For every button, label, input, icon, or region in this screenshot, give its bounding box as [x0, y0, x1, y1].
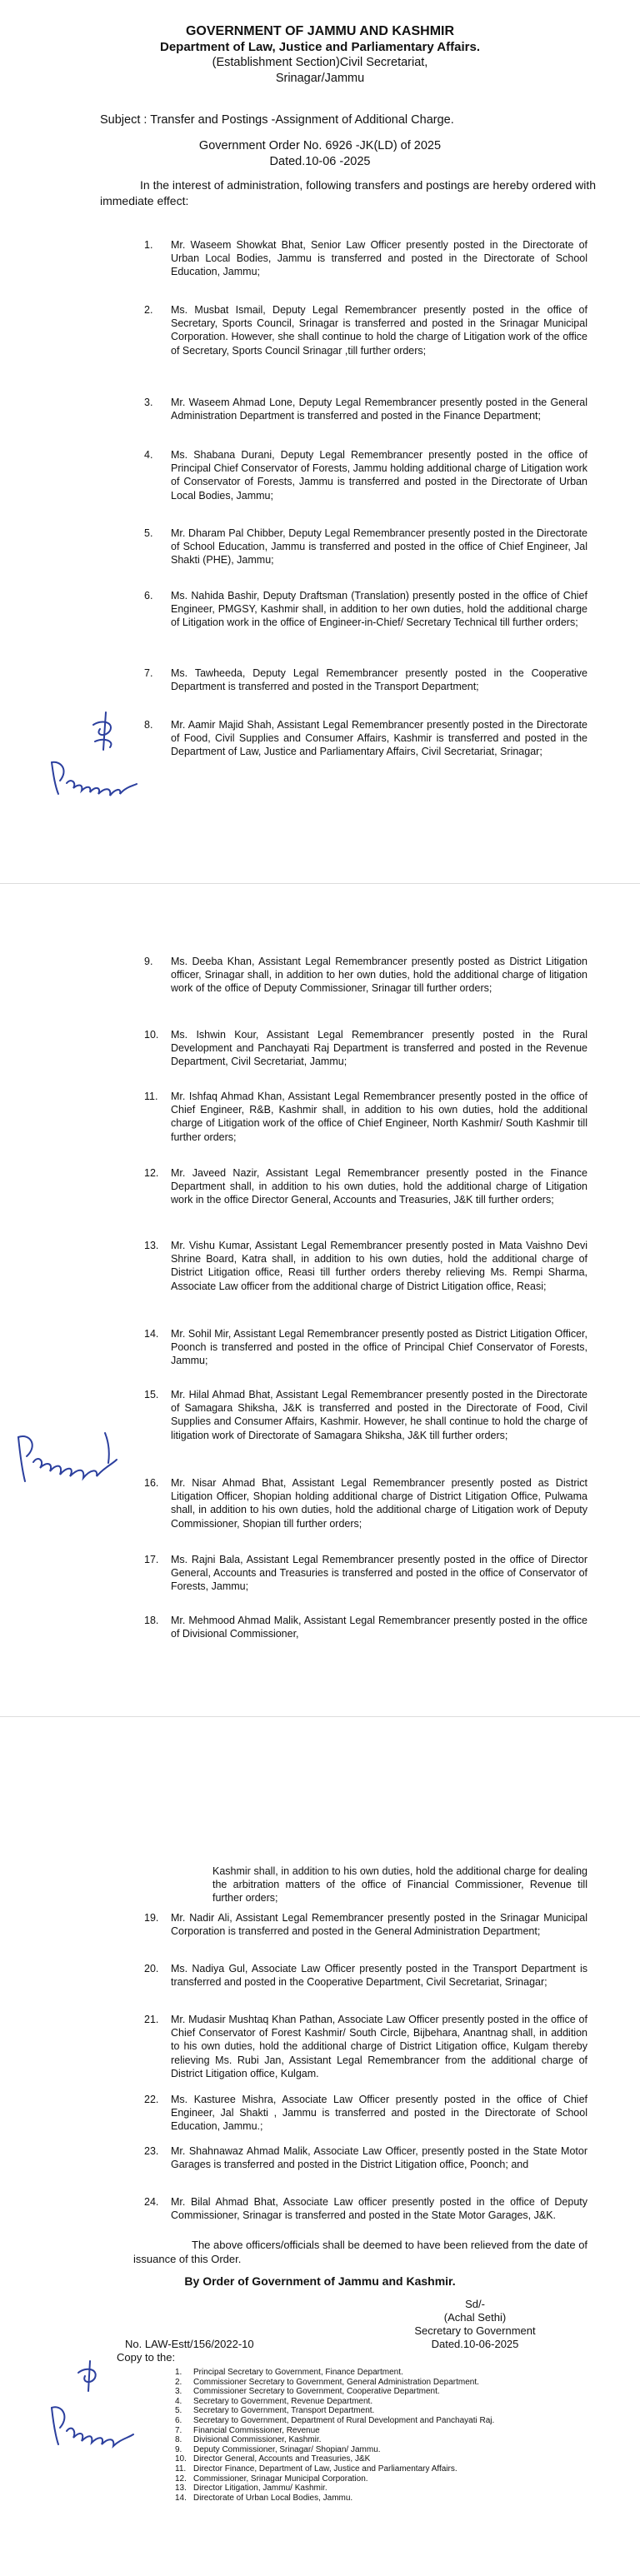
- signature-block: [392, 2298, 558, 2351]
- list-item: 19. Mr. Nadir Ali, Assistant Legal Remembrancer presently posted in the Srinagar Municipal Corporation is transferred and posted in the General Administration Department;: [144, 1912, 588, 1938]
- govt-title: GOVERNMENT OF JAMMU AND KASHMIR: [185, 24, 455, 38]
- location: Srinagar/Jammu: [275, 72, 365, 85]
- by-order-line: By Order of Government of Jammu and Kashmir.: [184, 2274, 456, 2288]
- list-item: 13. Director Litigation, Jammu/ Kashmir.: [175, 2484, 328, 2494]
- list-item: 10. Ms. Ishwin Kour, Assistant Legal Remembrancer presently posted in the Rural Development and Panchayati Raj Department is transferred and posted in the Revenue Department, Civil Secretariat, Jammu;: [144, 1029, 588, 1068]
- list-item: 10. Director General, Accounts and Treasuries, J&K: [175, 2454, 371, 2464]
- list-item: 2. Ms. Musbat Ismail, Deputy Legal Remembrancer presently posted in the office of Secretary, Sports Council, Srinagar is transferred and posted in the Srinagar Municipal Corporation. However, she shall continue to hold the charge of Litigation work of the office of Secretary, Sports Council Srinagar ,till further orders;: [144, 304, 588, 357]
- list-item: 7. Ms. Tawheeda, Deputy Legal Remembrancer presently posted in the Cooperative Department is transferred and posted in the Transport Department;: [144, 667, 588, 693]
- list-item: 3. Mr. Waseem Ahmad Lone, Deputy Legal Remembrancer presently posted in the General Administration Department is transferred and posted in the Finance Department;: [144, 397, 588, 422]
- page-3: [0, 1716, 640, 2576]
- reference-number: No. LAW-Estt/156/2022-10: [125, 2338, 254, 2350]
- intro-paragraph: In the interest of administration, following transfers and postings are hereby ordered with immediate effect:: [100, 178, 597, 207]
- list-item: 1. Principal Secretary to Government, Finance Department.: [175, 2368, 403, 2377]
- list-item: 5. Mr. Dharam Pal Chibber, Deputy Legal Remembrancer presently posted in the Directorate of School Education, Jammu is transferred and posted in the office of Chief Engineer, Jal Shakti (PHE), Jammu;: [144, 527, 588, 567]
- list-item: 18. Mr. Mehmood Ahmad Malik, Assistant Legal Remembrancer presently posted in the office of Divisional Commissioner,: [144, 1615, 588, 1640]
- list-item: 15. Mr. Hilal Ahmad Bhat, Assistant Legal Remembrancer presently posted in the Directorate of Samagara Shiksha, J&K is transferred and posted in the Directorate of Food, Civil Supplies and Consumer Affairs, Kashmir. However, he shall continue to hold the charge of litigation work of Directorate of Samagara Shiksha, J&K till further orders;: [144, 1389, 588, 1441]
- signatory-date: Dated.10-06-2025: [431, 2338, 519, 2350]
- order-date: Dated.10-06 -2025: [269, 155, 371, 168]
- list-item: 11. Director Finance, Department of Law, Justice and Parliamentary Affairs.: [175, 2464, 458, 2474]
- handwritten-signature: [12, 1416, 137, 1500]
- order-number: Government Order No. 6926 -JK(LD) of 2025: [198, 139, 442, 152]
- list-item: 16. Mr. Nisar Ahmad Bhat, Assistant Legal Remembrancer presently posted as District Litigation Officer, Shopian holding additional charge of District Litigation Office, Pulwama shall, in addition to his own duties, hold the additional charge of Litigation work of Deputy Commissioner, Shopian till further orders;: [144, 1477, 588, 1530]
- closing-paragraph: The above officers/officials shall be deemed to have been relieved from the date of issuance of this Order.: [133, 2239, 588, 2265]
- list-item: 12. Mr. Javeed Nazir, Assistant Legal Remembrancer presently posted in the Finance Department shall, in addition to his own duties, hold the additional charge of Litigation work in the office Director General, Accounts and Treasuries, J&K till further orders;: [144, 1167, 588, 1206]
- list-item: 22. Ms. Kasturee Mishra, Associate Law Officer presently posted in the office of Chief Engineer, Jal Shakti , Jammu is transferred and posted in the Directorate of School Education, Jammu.;: [144, 2094, 588, 2133]
- list-item: 24. Mr. Bilal Ahmad Bhat, Associate Law officer presently posted in the office of Deputy Commissioner, Srinagar is transferred and posted in the State Motor Garages, J&K.: [144, 2196, 588, 2222]
- list-item: 11. Mr. Ishfaq Ahmad Khan, Assistant Legal Remembrancer presently posted in the office of Chief Engineer, R&B, Kashmir shall, in addition to his own duties, hold the additional charge of Litigation work of the office of Chief Engineer, North Kashmir/ South Kashmir till further orders;: [144, 1091, 588, 1143]
- section-title: (Establishment Section)Civil Secretariat,: [212, 56, 428, 69]
- list-item: 6. Secretary to Government, Department of Rural Development and Panchayati Raj.: [175, 2415, 495, 2425]
- handwritten-signature: [43, 704, 152, 804]
- list-item: 8. Divisional Commissioner, Kashmir.: [175, 2435, 322, 2445]
- list-item: 1. Mr. Waseem Showkat Bhat, Senior Law Officer presently posted in the Directorate of Urban Local Bodies, Jammu is transferred and posted in the Directorate of School Education, Jammu;: [144, 239, 588, 278]
- sd-mark: Sd/-: [465, 2298, 485, 2310]
- letterhead: [0, 23, 640, 87]
- page-2: [0, 883, 640, 1716]
- signatory-designation: Secretary to Government: [414, 2324, 536, 2337]
- list-item: 14. Directorate of Urban Local Bodies, Jammu.: [175, 2493, 353, 2503]
- list-item: 7. Financial Commissioner, Revenue: [175, 2425, 320, 2435]
- list-item: 5. Secretary to Government, Transport Department.: [175, 2406, 375, 2416]
- list-item: 17. Ms. Rajni Bala, Assistant Legal Remembrancer presently posted in the office of Director General, Accounts and Treasuries is transferred and posted in the office of Conservator of Forests, Jammu;: [144, 1554, 588, 1593]
- list-item: 6. Ms. Nahida Bashir, Deputy Draftsman (Translation) presently posted in the office of Chief Engineer, PMGSY, Kashmir shall, in addition to her own duties, hold the additional charge of Litigation work in the office of Engineer-in-Chief/ Secretary Technical till further orders;: [144, 590, 588, 629]
- list-item: 20. Ms. Nadiya Gul, Associate Law Officer presently posted in the Transport Department is transferred and posted in the Cooperative Department, Civil Secretariat, Srinagar;: [144, 1963, 588, 1989]
- list-item: 13. Mr. Vishu Kumar, Assistant Legal Remembrancer presently posted in Mata Vaishno Devi Shrine Board, Katra shall, in addition to his own duties, hold the additional charge of District Litigation office, Reasi till further orders thereby relieving Ms. Rempi Sharma, Associate Law officer from the additional charge of District Litigation office, Reasi;: [144, 1240, 588, 1292]
- list-item: 23. Mr. Shahnawaz Ahmad Malik, Associate Law Officer, presently posted in the State Motor Garages is transferred and posted in the District Litigation office, Poonch; and: [144, 2145, 588, 2171]
- handwritten-signature: [47, 2358, 147, 2466]
- department-title: Department of Law, Justice and Parliamentary Affairs.: [159, 40, 480, 54]
- item-18-continuation: Kashmir shall, in addition to his own duties, hold the additional charge for dealing the arbitration matters of the office of Financial Commissioner, Revenue till further orders;: [212, 1865, 588, 1905]
- list-item: 4. Ms. Shabana Durani, Deputy Legal Remembrancer presently posted in the office of Principal Chief Conservator of Forests, Jammu holding additional charge of Litigation work of Conservator of Forests, Jammu is transferred and posted in the Directorate of Urban Local Bodies, Jammu;: [144, 449, 588, 502]
- list-item: 8. Mr. Aamir Majid Shah, Assistant Legal Remembrancer presently posted in the Directorate of Food, Civil Supplies and Consumer Affairs, Kashmir is transferred and posted in the Department of Law, Justice and Parliamentary Affairs, Civil Secretariat, Srinagar;: [144, 719, 588, 758]
- signatory-name: (Achal Sethi): [443, 2311, 507, 2324]
- subject-line: Subject : Transfer and Postings -Assignment of Additional Charge.: [100, 113, 454, 127]
- list-item: 3. Commissioner Secretary to Government, Cooperative Department.: [175, 2387, 440, 2397]
- list-item: 12. Commissioner, Srinagar Municipal Corporation.: [175, 2474, 368, 2484]
- list-item: 2. Commissioner Secretary to Government, General Administration Department.: [175, 2377, 479, 2387]
- copy-list: [175, 2368, 575, 2503]
- list-item: 9. Ms. Deeba Khan, Assistant Legal Remembrancer presently posted as District Litigation officer, Srinagar shall, in addition to her own duties, hold the additional charge of litigation work of the office of Deputy Commissioner, Srinagar till further orders;: [144, 956, 588, 995]
- page-1: [0, 0, 640, 883]
- list-item: 4. Secretary to Government, Revenue Department.: [175, 2396, 373, 2406]
- list-item: 21. Mr. Mudasir Mushtaq Khan Pathan, Associate Law Officer presently posted in the office of Chief Conservator of Forest Kashmir/ South Circle, Bijbehara, Anantnag shall, in addition to his own duties, hold the additional charge of District Litigation office, Kulgam thereby relieving Ms. Rubi Jan, Assistant Legal Remembrancer from the additional charge of District Litigation office, Kulgam.: [144, 2014, 588, 2079]
- copy-to-heading: Copy to the:: [117, 2351, 176, 2364]
- list-item: 9. Deputy Commissioner, Srinagar/ Shopian/ Jammu.: [175, 2444, 381, 2454]
- list-item: 14. Mr. Sohil Mir, Assistant Legal Remembrancer presently posted as District Litigation Officer, Poonch is transferred and posted in the office of Principal Chief Conservator of Forests, Jammu;: [144, 1328, 588, 1367]
